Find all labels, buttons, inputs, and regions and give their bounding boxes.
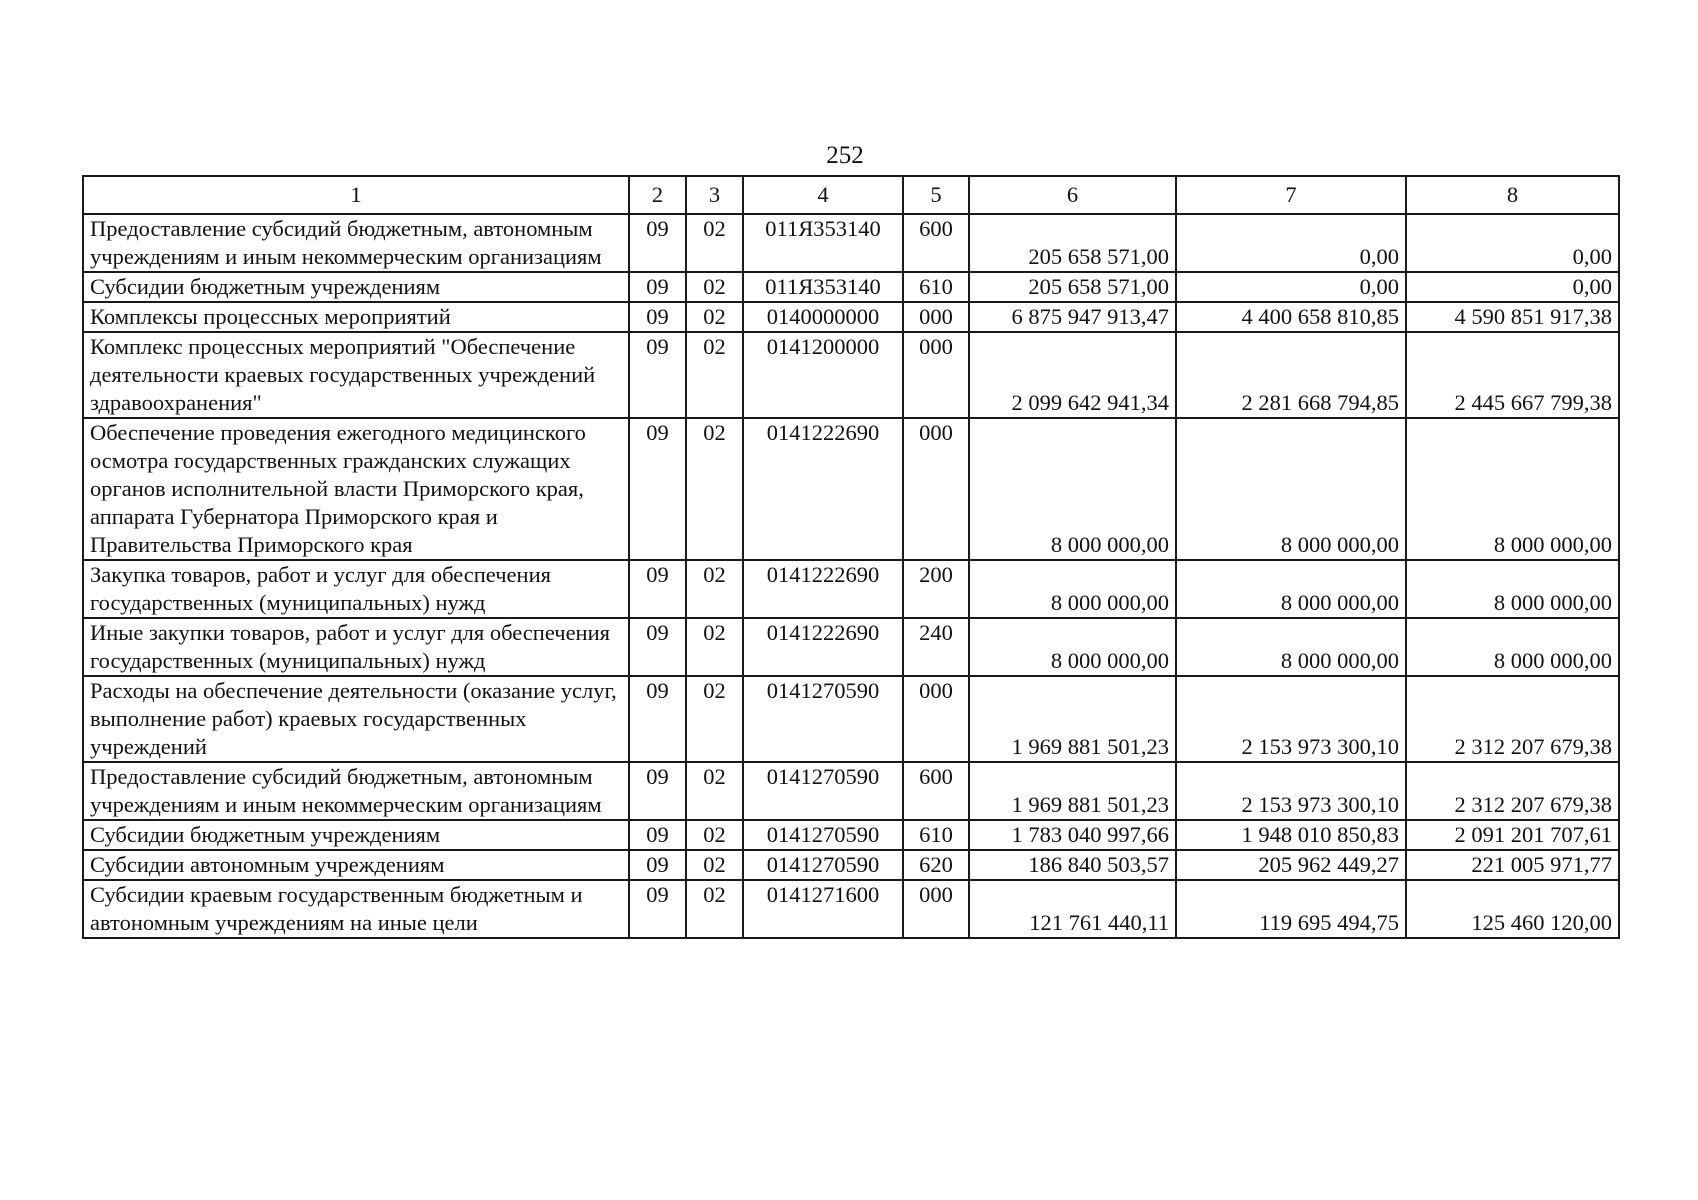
table-row xyxy=(83,418,1619,560)
amount-col8-cell: 125 460 120,00 xyxy=(1406,880,1619,938)
section-cell: 09 xyxy=(629,880,686,938)
subsection-cell: 02 xyxy=(686,272,743,302)
amount-col8-cell: 0,00 xyxy=(1406,272,1619,302)
expense-type-cell: 620 xyxy=(903,850,969,880)
amount-col6-cell: 186 840 503,57 xyxy=(969,850,1176,880)
amount-col7-cell: 119 695 494,75 xyxy=(1176,880,1406,938)
expense-type-cell: 200 xyxy=(903,560,969,618)
row-name-cell: Комплекс процессных мероприятий "Обеспечение деятельности краевых государственных учреждений здравоохранения" xyxy=(83,332,629,418)
column-header: 8 xyxy=(1406,176,1619,214)
section-cell: 09 xyxy=(629,214,686,272)
amount-col8-cell: 8 000 000,00 xyxy=(1406,560,1619,618)
subsection-cell: 02 xyxy=(686,332,743,418)
subsection-cell: 02 xyxy=(686,618,743,676)
amount-col6-cell: 205 658 571,00 xyxy=(969,272,1176,302)
target-article-cell: 0141270590 xyxy=(743,820,903,850)
section-cell: 09 xyxy=(629,272,686,302)
table-row xyxy=(83,880,1619,938)
column-header: 4 xyxy=(743,176,903,214)
row-name-cell: Комплексы процессных мероприятий xyxy=(83,302,629,332)
target-article-cell: 0141222690 xyxy=(743,618,903,676)
expense-type-cell: 000 xyxy=(903,302,969,332)
amount-col8-cell: 2 091 201 707,61 xyxy=(1406,820,1619,850)
column-header: 1 xyxy=(83,176,629,214)
section-cell: 09 xyxy=(629,560,686,618)
amount-col7-cell: 2 153 973 300,10 xyxy=(1176,762,1406,820)
subsection-cell: 02 xyxy=(686,214,743,272)
row-name-cell: Предоставление субсидий бюджетным, автономным учреждениям и иным некоммерческим организациям xyxy=(83,762,629,820)
expense-type-cell: 610 xyxy=(903,272,969,302)
header-row xyxy=(83,176,1619,214)
row-name-cell: Расходы на обеспечение деятельности (оказание услуг, выполнение работ) краевых государственных учреждений xyxy=(83,676,629,762)
section-cell: 09 xyxy=(629,820,686,850)
expense-type-cell: 000 xyxy=(903,418,969,560)
subsection-cell: 02 xyxy=(686,880,743,938)
amount-col8-cell: 8 000 000,00 xyxy=(1406,418,1619,560)
target-article-cell: 0141222690 xyxy=(743,418,903,560)
amount-col7-cell: 2 281 668 794,85 xyxy=(1176,332,1406,418)
amount-col7-cell: 205 962 449,27 xyxy=(1176,850,1406,880)
row-name-cell: Закупка товаров, работ и услуг для обеспечения государственных (муниципальных) нужд xyxy=(83,560,629,618)
table-row xyxy=(83,618,1619,676)
section-cell: 09 xyxy=(629,618,686,676)
target-article-cell: 011Я353140 xyxy=(743,214,903,272)
table-row xyxy=(83,214,1619,272)
section-cell: 09 xyxy=(629,332,686,418)
amount-col7-cell: 8 000 000,00 xyxy=(1176,618,1406,676)
amount-col7-cell: 1 948 010 850,83 xyxy=(1176,820,1406,850)
row-name-cell: Субсидии автономным учреждениям xyxy=(83,850,629,880)
table-row xyxy=(83,332,1619,418)
target-article-cell: 0141222690 xyxy=(743,560,903,618)
amount-col7-cell: 8 000 000,00 xyxy=(1176,560,1406,618)
table-row xyxy=(83,850,1619,880)
amount-col6-cell: 8 000 000,00 xyxy=(969,418,1176,560)
expense-type-cell: 000 xyxy=(903,676,969,762)
amount-col6-cell: 121 761 440,11 xyxy=(969,880,1176,938)
table-row xyxy=(83,676,1619,762)
table-row xyxy=(83,272,1619,302)
expense-type-cell: 610 xyxy=(903,820,969,850)
page-number: 252 xyxy=(826,142,864,169)
target-article-cell: 0141270590 xyxy=(743,762,903,820)
amount-col7-cell: 0,00 xyxy=(1176,272,1406,302)
table-row xyxy=(83,302,1619,332)
amount-col8-cell: 4 590 851 917,38 xyxy=(1406,302,1619,332)
column-header: 2 xyxy=(629,176,686,214)
column-header: 3 xyxy=(686,176,743,214)
subsection-cell: 02 xyxy=(686,302,743,332)
target-article-cell: 0141200000 xyxy=(743,332,903,418)
amount-col6-cell: 1 969 881 501,23 xyxy=(969,676,1176,762)
table-row xyxy=(83,820,1619,850)
column-header: 7 xyxy=(1176,176,1406,214)
amount-col7-cell: 0,00 xyxy=(1176,214,1406,272)
table-row xyxy=(83,762,1619,820)
expense-type-cell: 000 xyxy=(903,880,969,938)
section-cell: 09 xyxy=(629,676,686,762)
row-name-cell: Субсидии краевым государственным бюджетным и автономным учреждениям на иные цели xyxy=(83,880,629,938)
row-name-cell: Субсидии бюджетным учреждениям xyxy=(83,820,629,850)
amount-col7-cell: 2 153 973 300,10 xyxy=(1176,676,1406,762)
expense-type-cell: 000 xyxy=(903,332,969,418)
subsection-cell: 02 xyxy=(686,820,743,850)
section-cell: 09 xyxy=(629,762,686,820)
target-article-cell: 0141271600 xyxy=(743,880,903,938)
amount-col6-cell: 1 969 881 501,23 xyxy=(969,762,1176,820)
amount-col8-cell: 2 312 207 679,38 xyxy=(1406,676,1619,762)
section-cell: 09 xyxy=(629,850,686,880)
amount-col8-cell: 0,00 xyxy=(1406,214,1619,272)
row-name-cell: Обеспечение проведения ежегодного медицинского осмотра государственных гражданских служащих органов исполнительной власти Приморского края, аппарата Губернатора Приморского края и Правительства Приморского края xyxy=(83,418,629,560)
amount-col6-cell: 8 000 000,00 xyxy=(969,560,1176,618)
column-header: 6 xyxy=(969,176,1176,214)
expense-type-cell: 600 xyxy=(903,762,969,820)
subsection-cell: 02 xyxy=(686,418,743,560)
amount-col6-cell: 8 000 000,00 xyxy=(969,618,1176,676)
row-name-cell: Субсидии бюджетным учреждениям xyxy=(83,272,629,302)
target-article-cell: 0141270590 xyxy=(743,850,903,880)
amount-col7-cell: 4 400 658 810,85 xyxy=(1176,302,1406,332)
amount-col6-cell: 1 783 040 997,66 xyxy=(969,820,1176,850)
target-article-cell: 0141270590 xyxy=(743,676,903,762)
subsection-cell: 02 xyxy=(686,676,743,762)
expense-type-cell: 240 xyxy=(903,618,969,676)
subsection-cell: 02 xyxy=(686,560,743,618)
amount-col8-cell: 2 445 667 799,38 xyxy=(1406,332,1619,418)
amount-col8-cell: 8 000 000,00 xyxy=(1406,618,1619,676)
amount-col8-cell: 221 005 971,77 xyxy=(1406,850,1619,880)
expense-type-cell: 600 xyxy=(903,214,969,272)
target-article-cell: 011Я353140 xyxy=(743,272,903,302)
row-name-cell: Предоставление субсидий бюджетным, автономным учреждениям и иным некоммерческим организациям xyxy=(83,214,629,272)
column-header: 5 xyxy=(903,176,969,214)
row-name-cell: Иные закупки товаров, работ и услуг для обеспечения государственных (муниципальных) нужд xyxy=(83,618,629,676)
target-article-cell: 0140000000 xyxy=(743,302,903,332)
subsection-cell: 02 xyxy=(686,762,743,820)
budget-table xyxy=(82,175,1620,939)
amount-col6-cell: 6 875 947 913,47 xyxy=(969,302,1176,332)
amount-col6-cell: 2 099 642 941,34 xyxy=(969,332,1176,418)
section-cell: 09 xyxy=(629,302,686,332)
amount-col8-cell: 2 312 207 679,38 xyxy=(1406,762,1619,820)
table-row xyxy=(83,560,1619,618)
amount-col7-cell: 8 000 000,00 xyxy=(1176,418,1406,560)
amount-col6-cell: 205 658 571,00 xyxy=(969,214,1176,272)
subsection-cell: 02 xyxy=(686,850,743,880)
section-cell: 09 xyxy=(629,418,686,560)
